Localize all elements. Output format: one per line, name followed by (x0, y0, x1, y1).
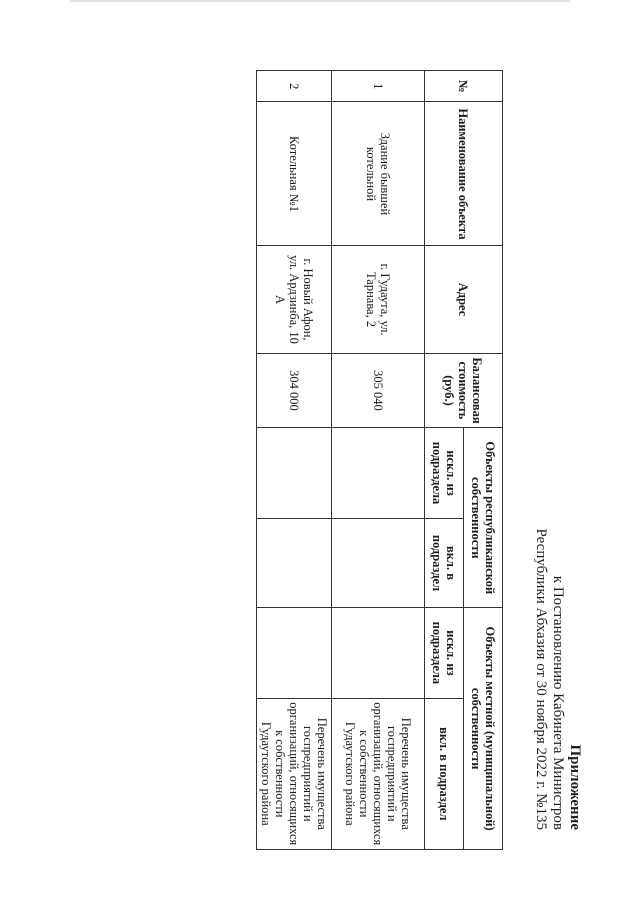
table-row (257, 71, 332, 850)
cell-name: Котельная №1 (257, 102, 332, 246)
header-republic-excl: искл. из подраздела (425, 428, 464, 518)
cell-republic-excl (332, 428, 425, 518)
cell-address: г. Новый Афон, ул. Ардзинба, 10 А (257, 246, 332, 353)
header-name: Наименование объекта (425, 102, 503, 246)
header-municipal-incl: вкл. в подраздел (425, 698, 464, 849)
cell-name: Здание бывшей котельной (332, 102, 425, 246)
header-municipal-excl: искл. из подраздела (425, 608, 464, 698)
cell-number: 2 (257, 71, 332, 102)
property-table (256, 70, 503, 850)
table-header-row (464, 71, 503, 850)
cell-address: г. Гудаута, ул. Тарнава, 2 (332, 246, 425, 353)
cell-cost: 304 000 (257, 353, 332, 428)
header-republic-group: Объекты республиканской собственности (464, 428, 503, 608)
cell-cost: 305 040 (332, 353, 425, 428)
cell-republic-incl (257, 518, 332, 608)
appendix-header (532, 529, 583, 831)
header-republic-incl: вкл. в подраздел (425, 518, 464, 608)
appendix-title: Приложение (567, 744, 583, 830)
appendix-line-1: к Постановлению Кабинета Министров (550, 575, 566, 830)
appendix-line-2: Республики Абхазия от 30 ноября 2022 г. №135 (533, 528, 549, 830)
header-cost: Балансовая стоимость (руб.) (425, 353, 503, 428)
document-page (35, 30, 595, 850)
table-row (332, 71, 425, 850)
cell-municipal-incl: Перечень имущества госпредприятий и организаций, относящихся к собственности Гудаутского района (332, 698, 425, 849)
cell-municipal-excl (257, 608, 332, 698)
scan-artifact-line (70, 0, 570, 2)
cell-number: 1 (332, 71, 425, 102)
header-municipal-group: Объекты местной (муниципальной) собственности (464, 608, 503, 850)
cell-republic-incl (332, 518, 425, 608)
cell-municipal-incl: Перечень имущества госпредприятий и организаций, относящихся к собственности Гудаутского района (257, 698, 332, 849)
cell-municipal-excl (332, 608, 425, 698)
header-address: Адрес (425, 246, 503, 353)
cell-republic-excl (257, 428, 332, 518)
header-number: № (425, 71, 503, 102)
